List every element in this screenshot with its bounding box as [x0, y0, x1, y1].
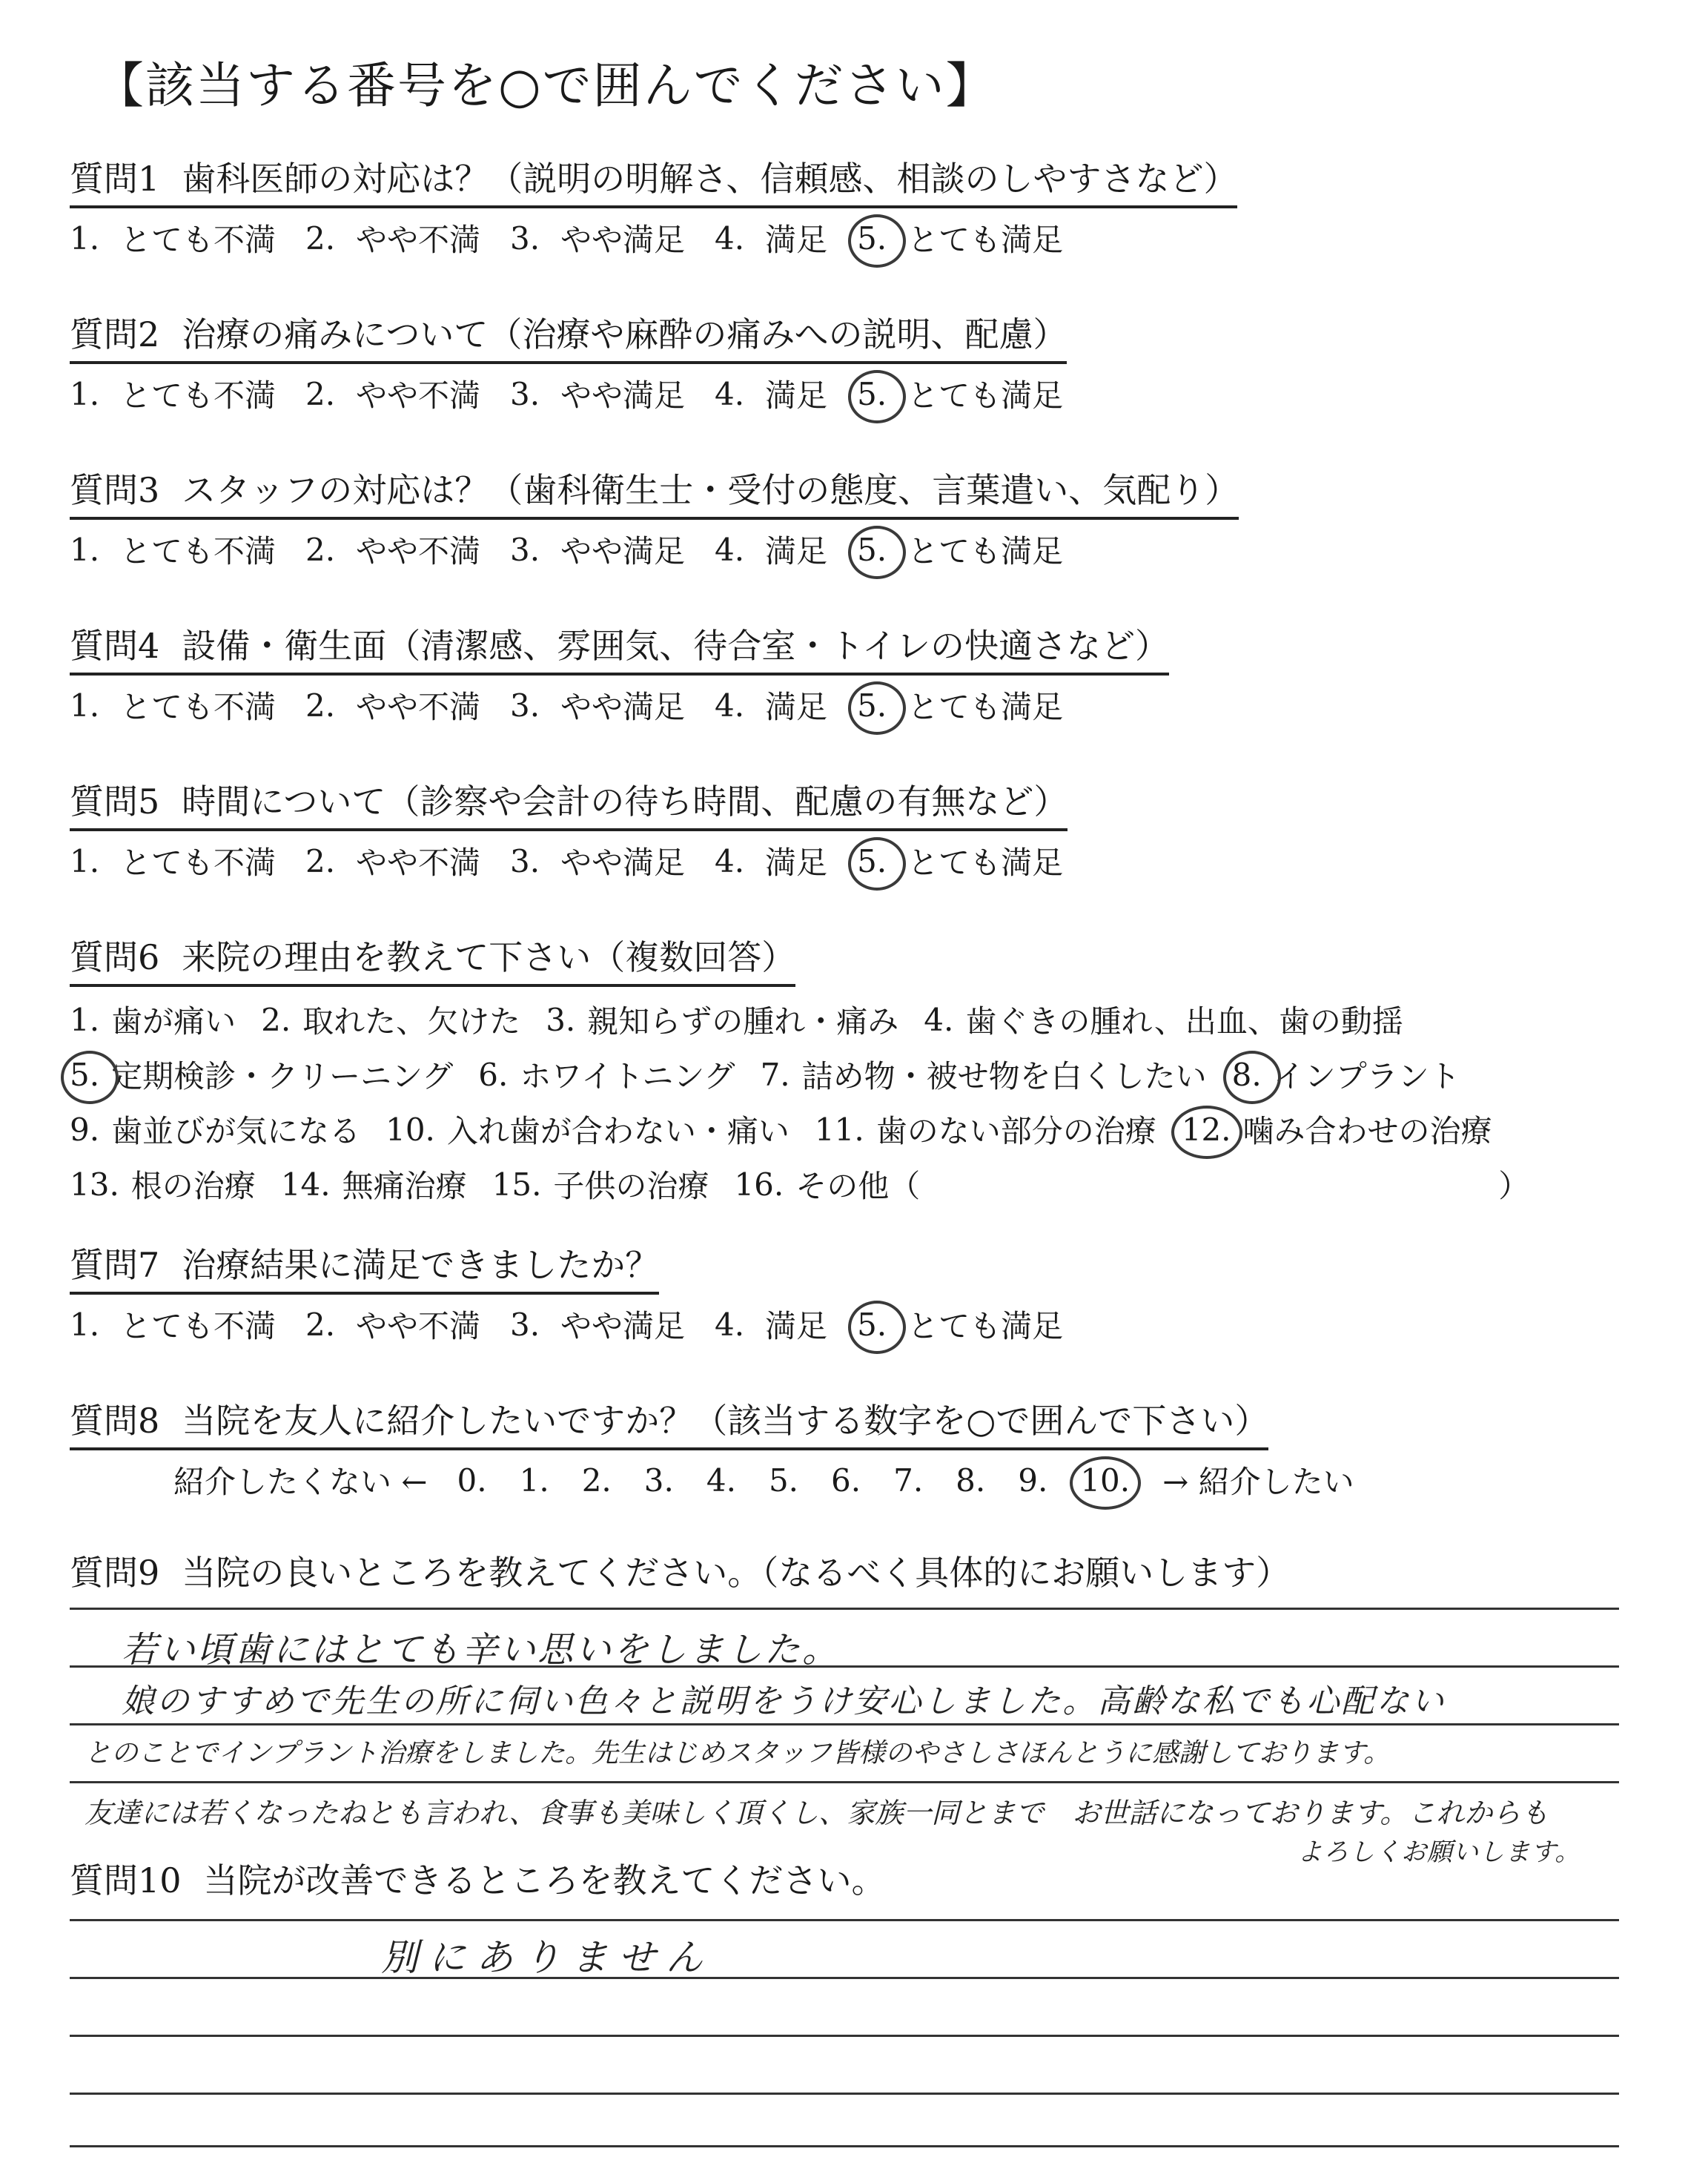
reason-row [70, 997, 1555, 1042]
reason-row [70, 1107, 1555, 1152]
selection-circle: 5. [857, 376, 894, 412]
scale-option-7[interactable]: 7. [893, 1462, 924, 1499]
question-9 [70, 1546, 1290, 1599]
rating-option-5-selected[interactable]: 5. とても満足 [857, 531, 1064, 569]
rating-options [70, 371, 1093, 416]
question-number: 質問4 [70, 626, 160, 666]
question-number: 質問3 [70, 470, 160, 510]
rating-option-4[interactable]: 4. 満足 [715, 842, 828, 881]
ruled-line [70, 1781, 1619, 1783]
reason-option-selected[interactable]: 5. 定期検診・クリーニング [70, 1056, 454, 1094]
question-title [70, 152, 1237, 208]
rating-option-1[interactable]: 1. とても不満 [70, 219, 277, 258]
question-7 [70, 1238, 1093, 1347]
rating-option-2[interactable]: 2. やや不満 [305, 687, 481, 725]
scale-option-6[interactable]: 6. [831, 1462, 861, 1499]
ruled-line [70, 2145, 1619, 2147]
scale-option-9[interactable]: 9. [1018, 1462, 1048, 1499]
rating-option-1[interactable]: 1. とても不満 [70, 842, 277, 881]
instruction-header: 【該当する番号を○で囲んでください】 [95, 57, 996, 114]
rating-option-4[interactable]: 4. 満足 [715, 219, 828, 258]
question-title [70, 1238, 659, 1295]
question-number: 質問9 [70, 1553, 160, 1593]
question-title [70, 1546, 1290, 1599]
reason-option[interactable]: 9. 歯並びが気になる [70, 1111, 361, 1149]
rating-option-3[interactable]: 3. やや満足 [510, 375, 686, 414]
rating-option-2[interactable]: 2. やや不満 [305, 842, 481, 881]
rating-option-2[interactable]: 2. やや不満 [305, 219, 481, 258]
question-4 [70, 619, 1169, 727]
scale-option-4[interactable]: 4. [706, 1462, 736, 1499]
scale-option-10-selected[interactable] [1080, 1462, 1130, 1499]
question-title [70, 931, 795, 987]
rating-option-4[interactable]: 4. 満足 [715, 1306, 828, 1344]
scale-option-0[interactable]: 0. [457, 1462, 487, 1499]
rating-option-5-selected[interactable]: 5. とても満足 [857, 1306, 1064, 1344]
question-text: 歯科医師の対応は？（説明の明解さ、信頼感、相談のしやすさなど） [182, 159, 1238, 199]
rating-options [70, 216, 1237, 260]
rating-option-1[interactable]: 1. とても不満 [70, 1306, 277, 1344]
recommend-scale [173, 1458, 1384, 1502]
ruled-line [70, 1608, 1619, 1610]
question-text: 当院を友人に紹介したいですか？（該当する数字を○で囲んで下さい） [182, 1401, 1269, 1441]
rating-option-1[interactable]: 1. とても不満 [70, 687, 277, 725]
selection-circle: 5. [857, 687, 894, 724]
rating-option-5-selected[interactable]: 5. とても満足 [857, 687, 1064, 725]
reason-option[interactable]: 15. 子供の治療 [491, 1166, 709, 1204]
rating-option-5-selected[interactable]: 5. とても満足 [857, 375, 1064, 414]
handwritten-answer-line: よろしくお願いします。 [1297, 1837, 1581, 1867]
reason-option[interactable]: 7. 詰め物・被せ物を白くしたい [760, 1056, 1207, 1094]
question-number: 質問2 [70, 314, 160, 354]
rating-option-5-selected[interactable]: 5. とても満足 [857, 842, 1064, 881]
reason-option-selected[interactable]: 12. 噛み合わせの治療 [1181, 1111, 1492, 1149]
ruled-line [70, 2035, 1619, 2037]
rating-options [70, 683, 1169, 727]
reason-option-other[interactable]: 16. その他（ ） [734, 1166, 1530, 1204]
question-number: 質問6 [70, 937, 160, 977]
scale-option-3[interactable]: 3. [643, 1462, 674, 1499]
rating-option-1[interactable]: 1. とても不満 [70, 531, 277, 569]
ruled-line [70, 1919, 1619, 1921]
scale-option-2[interactable]: 2. [581, 1462, 612, 1499]
reason-option[interactable]: 2. 取れた、欠けた [261, 1001, 521, 1040]
handwritten-answer-line: 友達には若くなったねとも言われ、食事も美味しく頂くし、家族一同とまで お世話になっております。これからも [85, 1797, 1549, 1829]
handwritten-answer-line: とのことでインプラント治療をしました。先生はじめスタッフ皆様のやさしさほんとうに感謝しております。 [85, 1738, 1391, 1768]
question-text: 来院の理由を教えて下さい（複数回答） [182, 937, 796, 977]
question-number: 質問8 [70, 1401, 160, 1441]
rating-options [70, 839, 1093, 883]
selection-circle: 5. [857, 532, 894, 568]
question-title [70, 619, 1169, 676]
selection-circle: 5. [857, 220, 894, 257]
question-text: 当院の良いところを教えてください。（なるべく具体的にお願いします） [182, 1553, 1291, 1593]
answer-area-q10[interactable] [70, 1919, 1619, 2141]
question-text: 時間について（診察や会計の待ち時間、配慮の有無など） [182, 782, 1068, 822]
selection-circle: 12. [1181, 1111, 1231, 1148]
rating-option-2[interactable]: 2. やや不満 [305, 1306, 481, 1344]
question-1 [70, 152, 1237, 260]
question-number: 質問5 [70, 782, 160, 822]
answer-area-q9[interactable] [70, 1608, 1619, 1830]
handwritten-answer-line: 若い頃歯にはとても辛い思いをしました。 [122, 1629, 841, 1671]
handwritten-answer-line: 別にありません [381, 1936, 713, 1979]
rating-option-1[interactable]: 1. とても不満 [70, 375, 277, 414]
reason-option[interactable]: 4. 歯ぐきの腫れ、出血、歯の動揺 [924, 1001, 1403, 1040]
question-title [70, 308, 1067, 364]
rating-options [70, 1302, 1093, 1347]
question-6 [70, 931, 1555, 1206]
question-title [70, 1394, 1268, 1450]
scale-option-1[interactable]: 1. [519, 1462, 549, 1499]
question-text: 治療の痛みについて（治療や麻酔の痛みへの説明、配慮） [182, 314, 1068, 354]
rating-option-3[interactable]: 3. やや満足 [510, 219, 686, 258]
selection-circle: 5. [857, 1307, 894, 1343]
question-10 [70, 1854, 886, 1907]
selection-circle: 5. [857, 843, 894, 879]
scale-option-8[interactable]: 8. [956, 1462, 986, 1499]
reason-row [70, 1162, 1555, 1206]
rating-option-3[interactable]: 3. やや満足 [510, 1306, 686, 1344]
rating-option-4[interactable]: 4. 満足 [715, 375, 828, 414]
ruled-line [70, 2093, 1619, 2095]
question-number: 質問10 [70, 1860, 182, 1900]
question-text: 当院が改善できるところを教えてください。 [203, 1860, 886, 1900]
rating-option-4[interactable]: 4. 満足 [715, 687, 828, 725]
question-text: 設備・衛生面（清潔感、雰囲気、待合室・トイレの快適さなど） [182, 626, 1169, 666]
reason-row [70, 1052, 1555, 1097]
question-5 [70, 775, 1093, 883]
question-title [70, 463, 1239, 520]
question-text: スタッフの対応は？（歯科衛生士・受付の態度、言葉遣い、気配り） [182, 470, 1239, 510]
scale-left-label: 紹介したくない ← [173, 1464, 428, 1500]
rating-option-2[interactable]: 2. やや不満 [305, 531, 481, 569]
question-3 [70, 463, 1239, 572]
question-number: 質問7 [70, 1245, 160, 1285]
rating-option-3[interactable]: 3. やや満足 [510, 687, 686, 725]
question-text: 治療結果に満足できましたか？ [182, 1245, 660, 1285]
rating-option-3[interactable]: 3. やや満足 [510, 842, 686, 881]
reason-option-selected[interactable]: 8. インプラント [1231, 1056, 1460, 1094]
question-8 [70, 1394, 1384, 1502]
question-2 [70, 308, 1093, 416]
question-number: 質問1 [70, 159, 160, 199]
rating-options [70, 527, 1239, 572]
rating-option-4[interactable]: 4. 満足 [715, 531, 828, 569]
ruled-line [70, 1723, 1619, 1725]
reason-option[interactable]: 11. 歯のない部分の治療 [814, 1111, 1156, 1149]
selection-circle: 8. [1231, 1056, 1262, 1093]
rating-option-3[interactable]: 3. やや満足 [510, 531, 686, 569]
question-title [70, 775, 1068, 831]
reason-option[interactable]: 1. 歯が痛い [70, 1001, 236, 1040]
reason-option[interactable]: 10. 入れ歯が合わない・痛い [385, 1111, 790, 1149]
rating-option-5-selected[interactable]: 5. とても満足 [857, 219, 1064, 258]
scale-option-5[interactable]: 5. [768, 1462, 799, 1499]
reason-option[interactable]: 3. 親知らずの腫れ・痛み [546, 1001, 899, 1040]
selection-circle: 10. [1080, 1462, 1131, 1499]
selection-circle: 5. [70, 1056, 100, 1093]
reason-option[interactable]: 6. ホワイトニング [478, 1056, 735, 1094]
handwritten-answer-line: 娘のすすめで先生の所に伺い色々と説明をうけ安心しました。高齢な私でも心配ない [122, 1682, 1446, 1720]
scale-right-label: → 紹介したい [1162, 1464, 1354, 1500]
reason-option[interactable]: 13. 根の治療 [70, 1166, 256, 1204]
reason-option[interactable]: 14. 無痛治療 [280, 1166, 467, 1204]
ruled-line [70, 1977, 1619, 1979]
question-title [70, 1854, 886, 1907]
rating-option-2[interactable]: 2. やや不満 [305, 375, 481, 414]
